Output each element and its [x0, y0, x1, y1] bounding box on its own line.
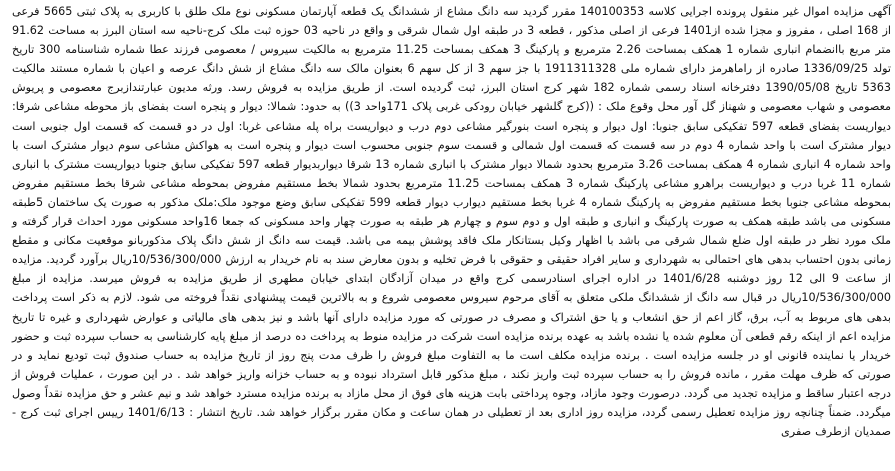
- auction-notice: [8, 0, 895, 471]
- auction-notice-text: آگهی مزایده اموال غیر منقول پرونده اجرایی کلاسه 140100353 مقرر گردید سه دانگ مشاع از ششدانگ یک قطعه آپارتمان مسکونی نوع ملک طلق با کاربری به پلاک ثبتی 5665 فرعی از 168 اصلی ، مفروز و مجزا شده از1401 فرعی از اصلی مذکور ، قطعه 3 در طبقه اول شمال شرقی و واقع در ناحیه 03 حوزه ثبت ملک کرج-ناحیه سه استان البرز به مساحت 91.62 متر مربع باانضمام انباری شماره 1 همکف بمساحت 2.26 مترمربع و پارکینگ 3 همکف بمساحت 11.25 مترمربع به مالکیت سیروس / معصومی فرزند عطا شماره شناسنامه 300 تاریخ تولد 1336/09/25 صادره از راماهرمز دارای شماره ملی 1911311328 با جز سهم 3 از کل سهم 6 بعنوان مالک سه دانگ مشاع از شش دانگ عرصه و اعیان با شماره مستند مالکیت 5363 تاریخ 1390/05/08 دفترخانه اسناد رسمی شماره 182 شهر کرج استان البرز، ثبت گردیده است. از طریق مزایده به فروش رسد. ورثه مدیون عبارتندازبرج معصومی و پریوش معصومی و شهاب معصومی و شهناز گل آور محل وقوع ملک : ((کرج گلشهر خیابان رودکی غربی پلاک 171واحد 3)) به حدود: شمالا: دیوار و پنجره است بفضای باز محوطه مشاعی شرقا: دیواریست بفضای قطعه 597 تفکیکی سابق جنوبا: اول دیوار و پنجره است بنورگیر مشاعی دوم درب و دیواریست براه پله مشاعی غربا: اول در دو قسمت که قسمت اول جنوبی است دیوار مشترک است با واحد شماره 4 دوم در سه قسمت که قسمت اول شمالی و قسمت سوم جنوبی محسوب است دیوار و پنجره است به هواکش مشاعی سوم دیوار مشترک است با واحد شماره 4 انباری شماره 4 همکف بمساحت 3.26 مترمربع بحدود شمالا دیوار مشترک با انباری شماره 13 شرقا دیواربدیوار قطعه 597 تفکیکی سابق جنوبا دیواریست مشترک با انباری شماره 11 غربا درب و دیواریست براهرو مشاعی پارکینگ شماره 3 همکف بمساحت 11.25 مترمربع بحدود شمالا بخط مستقیم مفروض بمحوطه مشاعی شرقا بخط مستقیم مفروض بمحوطه مشاعی جنوبا بخط مستقیم مفروض به پارکینگ شماره 4 غربا بخط مستقیم دیوارب دیوار قطعه 599 تفکیکی سابق وضع موجود ملک:ملک مذکور به صورت یک ساختمان 5طبقه مسکونی می باشد طبقه همکف به صورت پارکینگ و انباری و طبقه اول و دوم سوم و چهارم هر طبقه به صورت چهار واحد مسکونی که جمعا 16واحد مسکونی مورد احداث قرار گرفته و ملک مورد نظر در طبقه اول ضلع شمال شرقی می باشد با اظهار وکیل بستانکار ملک فاقد پوشش بیمه می باشد. قیمت سه دانگ از شش دانگ پلاک مذکوربانو موقعیت مکانی و مقطع زمانی بدون احتساب بدهی های احتمالی به شهرداری و سایر افراد حقیقی و حقوقی با فرض تخلیه و بدون معارض سند به نام خریدار به ارزش 10/536/300/000ریال برآورد گردید. مزایده از ساعت 9 الی 12 روز دوشنبه 1401/6/28 در اداره اجرای اسنادرسمی کرج واقع در میدان آزادگان ابتدای خیابان مطهری از طریق مزایده به فروش میرسد. مزایده از مبلغ 10/536/300/000ریال در قبال سه دانگ از ششدانگ ملکی متعلق به آقای مرحوم سیروس معصومی شروع و به بالاترین قیمت پیشنهادی نقداً فروخته می شود. لازم به ذکر است پرداخت بدهی های مربوط به آب، برق، گاز اعم از حق انشعاب و یا حق اشتراک و مصرف در صورتی که مورد مزایده دارای آنها باشد و نیز بدهی های مالیاتی و عوارض شهرداری و غیره تا تاریخ مزایده اعم از اینکه رقم قطعی آن معلوم شده یا نشده باشد به عهده برنده مزایده است شرکت در مزایده منوط به پرداخت ده درصد از مبلغ پایه کارشناسی به حساب سپرده ثبت و حضور خریدار یا نماینده قانونی او در جلسه مزایده است . برنده مزایده مکلف است ما به التفاوت مبلغ فروش را ظرف مدت پنج روز از تاریخ مزایده به حساب صندوق ثبت تودیع نماید و در صورتی که ظرف مهلت مقرر ، مانده فروش را به حساب سپرده ثبت واریز نکند ، مبلغ مذکور قابل استرداد نبوده و به حساب خزانه واریز خواهد شد . در این صورت ، عملیات فروش از درجه اعتبار ساقط و مزایده تجدید می گردد. درصورت وجود مازاد، وجوه پرداختی بابت هزینه های فوق از محل مازاد به برنده مزایده مسترد خواهد شد و نیم عشر و حق مزایده نقداً وصول میگردد. ضمناً چنانچه روز مزایده تعطیل رسمی گردد، مزایده روز اداری بعد از تعطیلی در همان ساعت و مکان مقرر برگزار خواهد شد. تاریخ انتشار : 1401/6/13 رییس اجرای ثبت کرج - صمدیان ازطرف صفری: [12, 5, 892, 439]
